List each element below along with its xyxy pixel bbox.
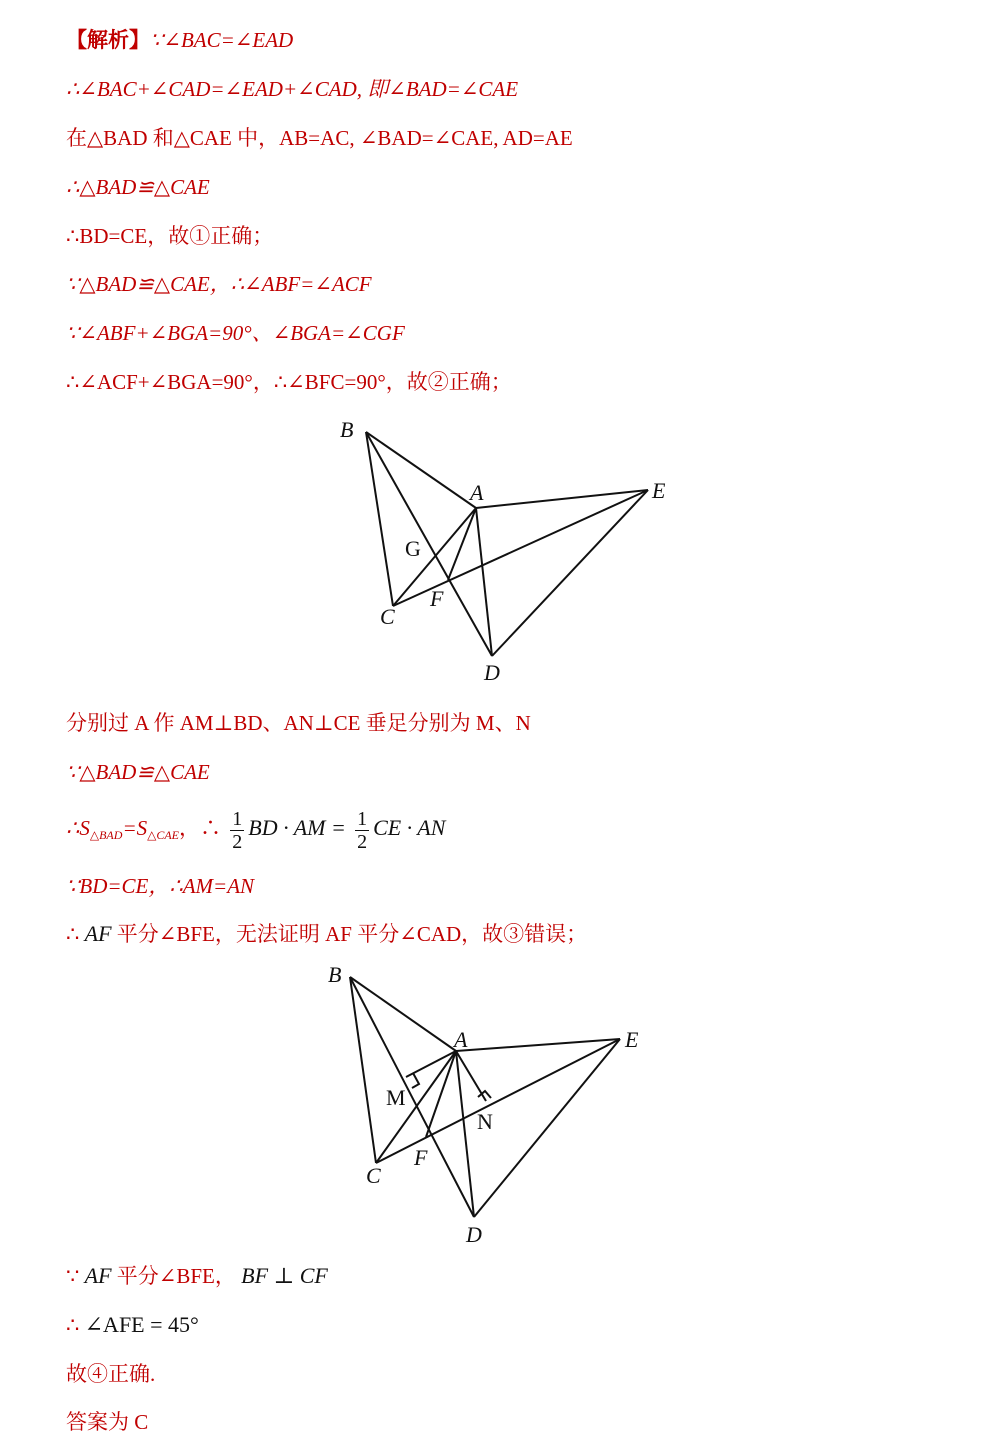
- text-line-8: ∴∠ACF+∠BGA=90°，∴∠BFC=90°，故②正确；: [66, 370, 512, 394]
- text-line-1: [66, 26, 293, 54]
- area-sub-1: △BAD: [89, 828, 123, 842]
- text-line-9: 分别过 A 作 AM⊥BD、AN⊥CE 垂足分别为 M、N: [66, 711, 531, 735]
- expr-ce-an: CE · AN: [373, 815, 446, 840]
- text-line-11: [66, 804, 445, 859]
- text-line-17: 答案为 C: [66, 1410, 149, 1434]
- fig2-label-D: D: [466, 1222, 482, 1247]
- fraction-half-2: $\frac{1}{2}$: [357, 807, 368, 853]
- area-s2: =S: [122, 816, 148, 840]
- fig1-label-E: E: [652, 478, 666, 503]
- fig1-label-D: D: [484, 660, 500, 685]
- fig1-label-F: F: [430, 586, 444, 611]
- text-line-14: ∵ AF 平分∠BFE， BF ⊥ CF: [66, 1263, 328, 1288]
- text-line-5: ∴BD=CE，故①正确；: [66, 224, 274, 248]
- fig2-label-B: B: [328, 962, 342, 987]
- text-line-6: ∵△BAD≌△CAE，∴∠ABF=∠ACF: [66, 272, 372, 296]
- therefore-2: ，∴: [179, 816, 222, 840]
- fig2-label-C: C: [366, 1163, 381, 1188]
- fig2-label-E: E: [625, 1027, 639, 1052]
- fig2-label-F: F: [414, 1145, 428, 1170]
- fig2-label-A: A: [454, 1027, 468, 1052]
- text-line-7: ∵∠ABF+∠BGA=90°、∠BGA=∠CGF: [66, 321, 405, 345]
- af-symbol-2: AF: [84, 1263, 112, 1288]
- fig1-label-C: C: [380, 604, 395, 629]
- text-line-4: ∴△BAD≌△CAE: [66, 175, 210, 199]
- text-line-13: ∴ AF 平分∠BFE，无法证明 AF 平分∠CAD，故③错误；: [66, 921, 588, 946]
- text-line-10: ∵△BAD≌△CAE: [66, 760, 210, 784]
- fig1-label-G: G: [405, 536, 421, 561]
- expr-bd-am: BD · AM =: [248, 815, 346, 840]
- text-line-16: 故④正确.: [66, 1362, 156, 1386]
- fig2-label-N: N: [477, 1109, 493, 1134]
- bf-perp-cf: BF ⊥ CF: [241, 1263, 328, 1288]
- figure-2-diagram: [320, 955, 680, 1250]
- fig1-label-B: B: [340, 417, 354, 442]
- area-s1: ∴S: [66, 816, 90, 840]
- analysis-label: 【解析】: [66, 28, 150, 52]
- figure-1-diagram: [330, 410, 690, 690]
- fraction-half-1: $\frac{1}{2}$: [232, 807, 243, 853]
- area-sub-2: △CAE: [147, 828, 180, 842]
- fig1-label-A: A: [470, 480, 484, 505]
- angle-afe-45: ∠AFE = 45°: [84, 1312, 199, 1337]
- text-line-3: 在△BAD 和△CAE 中，AB=AC, ∠BAD=∠CAE, AD=AE: [66, 126, 573, 150]
- fig2-label-M: M: [386, 1085, 406, 1110]
- af-symbol-1: AF: [84, 921, 112, 946]
- text-line-2: ∴∠BAC+∠CAD=∠EAD+∠CAD, 即∠BAD=∠CAE: [66, 77, 519, 101]
- text-line-12: ∵BD=CE，∴AM=AN: [66, 874, 255, 898]
- text-line-15: ∴ ∠AFE = 45°: [66, 1312, 199, 1337]
- line-1-text: ∵∠BAC=∠EAD: [150, 28, 294, 52]
